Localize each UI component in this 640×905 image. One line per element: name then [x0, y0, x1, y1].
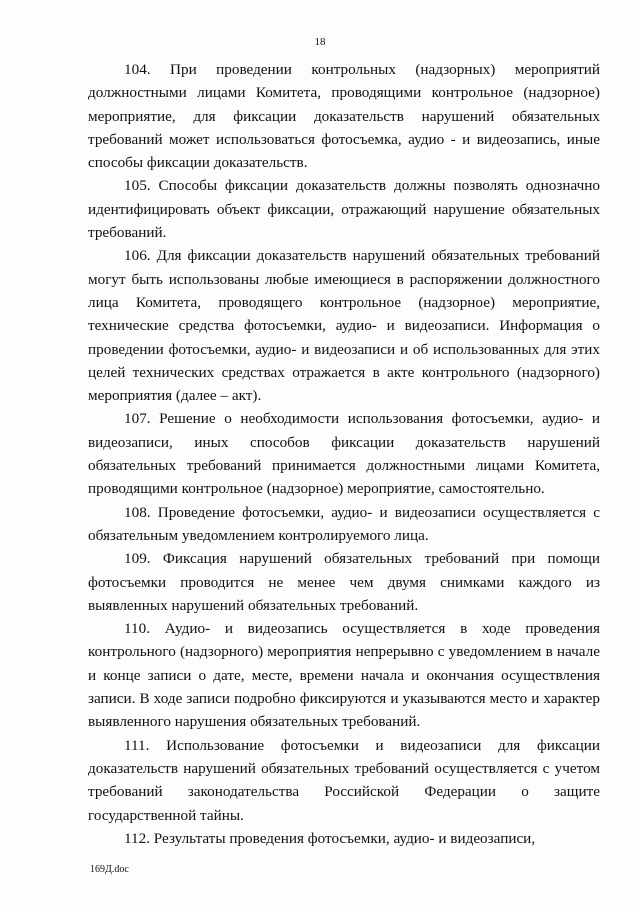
paragraph-104: 104. При проведении контрольных (надзорных) мероприятий должностными лицами Комитета, проводящими контрольное (надзорное) мероприятие, для фиксации доказательств нарушений обязательных требований может использоваться фотосъемка, аудио - и видеозапись, иные способы фиксации доказательств.: [88, 61, 600, 172]
paragraph-108: 108. Проведение фотосъемки, аудио- и видеозаписи осуществляется с обязательным уведомлением контролируемого лица.: [88, 503, 600, 544]
paragraph-112: 112. Результаты проведения фотосъемки, аудио- и видеозаписи,: [124, 829, 536, 847]
paragraph-110: 110. Аудио- и видеозапись осуществляется в ходе проведения контрольного (надзорного) мероприятия непрерывно с уведомлением в начале и конце записи о дате, месте, времени начала и окончания осуществления записи. В ходе записи подробно фиксируются и указываются место и характер выявленного нарушения обязательных требований.: [88, 620, 600, 731]
paragraph-106: 106. Для фиксации доказательств нарушений обязательных требований могут быть использованы любые имеющиеся в распоряжении должностного лица Комитета, проводящего контрольное (надзорное) мероприятие, технические средства фотосъемки, аудио- и видеозаписи. Информация о проведении фотосъемки, аудио- и видеозаписи и об использованных для этих целей технических средствах отражается в акте контрольного (надзорного) мероприятия (далее – акт).: [88, 247, 600, 405]
footer-file-name: 169Д.doc: [90, 864, 129, 875]
page-number: 18: [314, 36, 326, 48]
paragraph-111: 111. Использование фотосъемки и видеозаписи для фиксации доказательств нарушений обязательных требований осуществляется с учетом требований законодательства Российской Федерации о защите государственной тайны.: [88, 736, 600, 824]
paragraph-109: 109. Фиксация нарушений обязательных требований при помощи фотосъемки проводится не менее чем двумя снимками каждого из выявленных нарушений обязательных требований.: [88, 550, 600, 614]
paragraph-107: 107. Решение о необходимости использования фотосъемки, аудио- и видеозаписи, иных способов фиксации доказательств нарушений обязательных требований принимается должностными лицами Комитета, проводящими контрольное (надзорное) мероприятие, самостоятельно.: [88, 410, 600, 498]
document-body: [88, 58, 600, 850]
paragraph-105: 105. Способы фиксации доказательств должны позволять однозначно идентифицировать объект фиксации, отражающий нарушение обязательных требований.: [88, 177, 600, 242]
